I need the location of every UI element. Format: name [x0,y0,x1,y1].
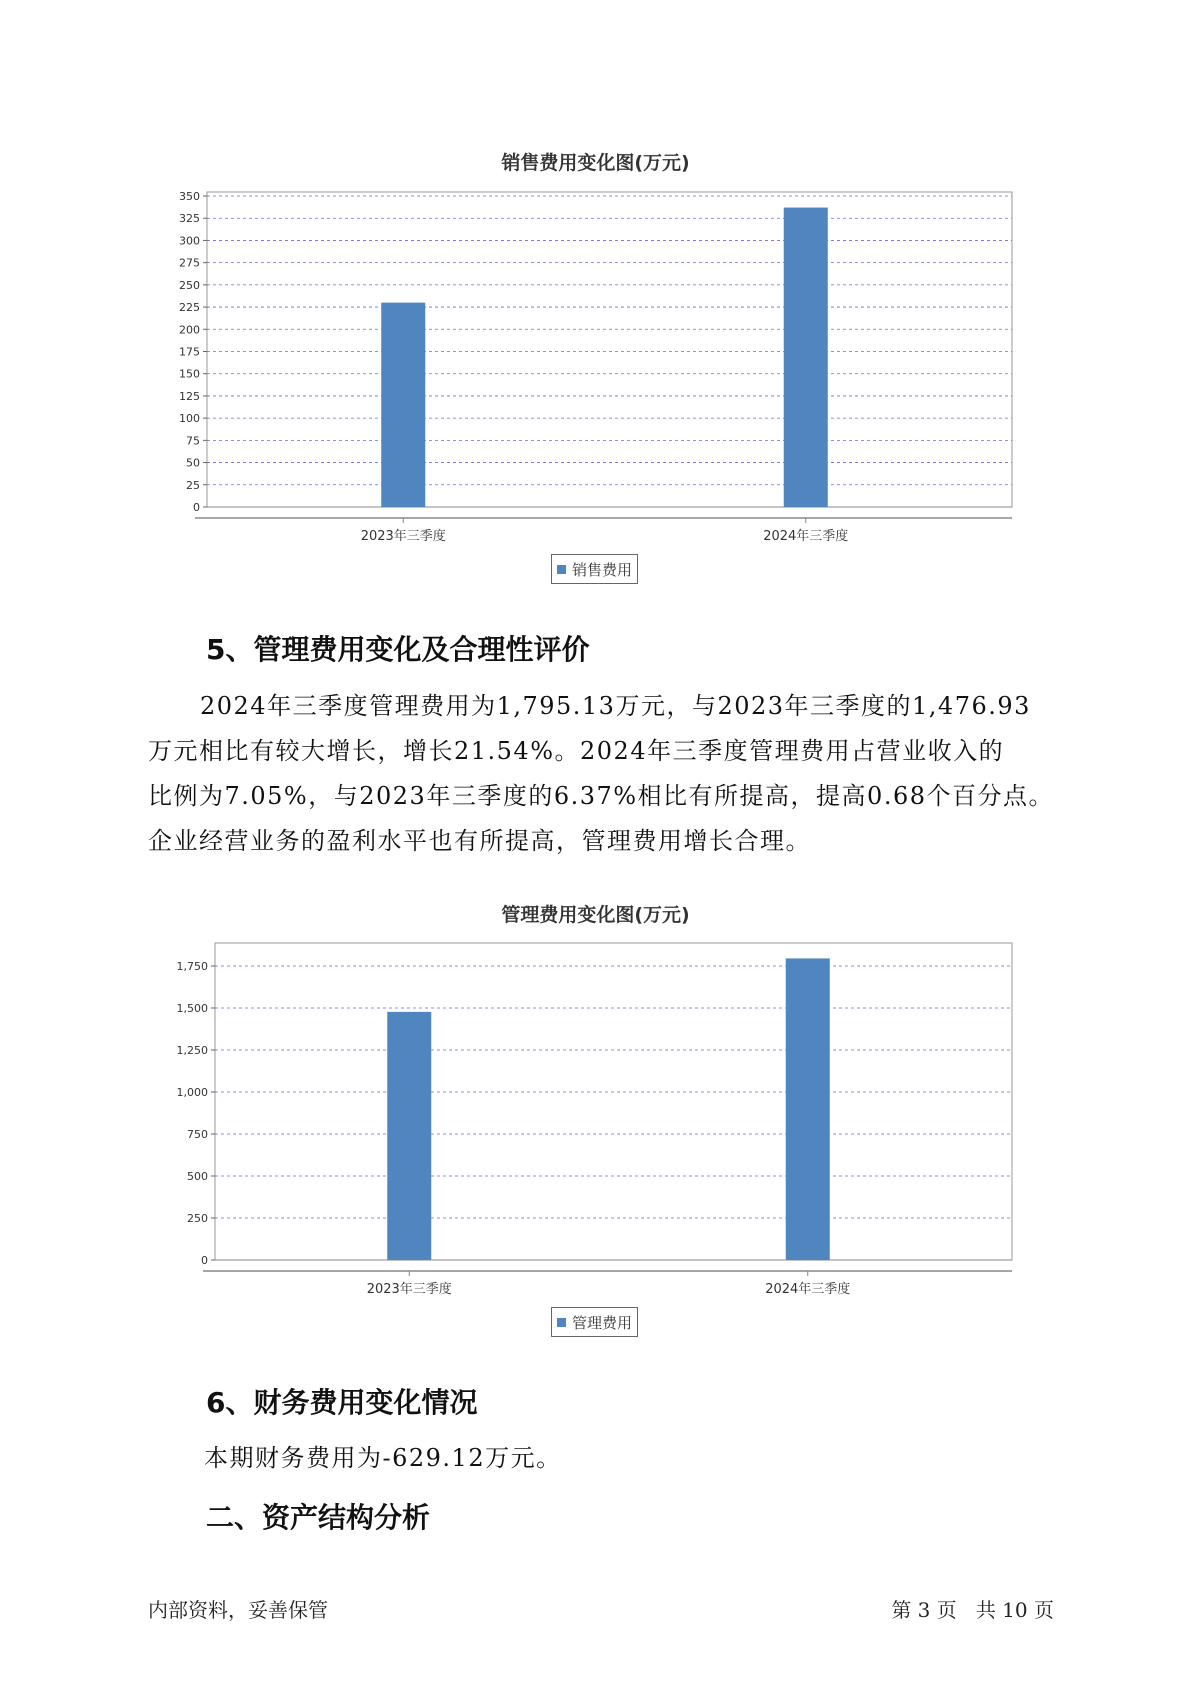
y-tick-label: 250 [187,1212,208,1225]
section-5-line-1: 2024年三季度管理费用为1,795.13万元，与2023年三季度的1,476.93 [200,692,1031,720]
y-tick-label: 1,750 [176,960,208,973]
x-tick-label: 2024年三季度 [763,529,849,544]
y-tick-label: 150 [179,367,200,381]
y-tick-label: 100 [179,412,200,426]
footer-left: 内部资料，妥善保管 [148,1598,328,1622]
admin-chart-legend [551,1307,638,1337]
x-tick-label: 2023年三季度 [360,529,446,544]
y-tick-label: 225 [179,301,200,315]
section-5-line-4: 企业经营业务的盈利水平也有所提高，管理费用增长合理。 [148,827,811,855]
y-tick-label: 300 [179,234,200,248]
y-tick-label: 1,500 [176,1002,208,1015]
x-tick-label: 2023年三季度 [366,1282,452,1297]
y-tick-label: 175 [179,345,200,359]
section-6-heading: 6、财务费用变化情况 [206,1386,478,1419]
y-tick-label: 125 [179,389,200,403]
sales-chart-title: 销售费用变化图(万元) [501,152,690,174]
section-5-heading: 5、管理费用变化及合理性评价 [206,633,590,666]
y-tick-label: 0 [193,501,200,514]
admin-chart-title: 管理费用变化图(万元) [501,904,690,926]
y-tick-label: 275 [179,256,200,270]
bar-2 [786,958,830,1260]
y-tick-label: 25 [186,478,200,492]
legend-label: 管理费用 [572,1313,633,1332]
y-tick-label: 75 [186,434,200,448]
bar-1 [387,1012,431,1260]
plot-area [215,943,1012,1260]
section-two-heading: 二、资产结构分析 [206,1501,431,1534]
footer-page-number: 第 3 页 共 10 页 [891,1598,1054,1622]
y-tick-label: 325 [179,212,200,226]
y-tick-label: 0 [201,1254,208,1267]
y-tick-label: 1,000 [176,1086,208,1099]
y-tick-label: 250 [179,278,200,292]
section-5-line-2: 万元相比有较大增长，增长21.54%。2024年三季度管理费用占营业收入的 [148,737,1005,765]
legend-label: 销售费用 [572,560,633,579]
y-tick-label: 200 [179,323,200,337]
y-tick-label: 350 [179,190,200,203]
legend-swatch [557,1318,566,1327]
y-tick-label: 500 [187,1170,208,1183]
y-tick-label: 750 [187,1128,208,1141]
x-tick-label: 2024年三季度 [765,1282,851,1297]
section-5-line-3: 比例为7.05%，与2023年三季度的6.37%相比有所提高，提高0.68个百分点。 [148,782,1054,810]
section-6-text: 本期财务费用为-629.12万元。 [204,1444,562,1472]
y-tick-label: 1,250 [176,1044,208,1057]
y-tick-label: 50 [186,456,200,470]
